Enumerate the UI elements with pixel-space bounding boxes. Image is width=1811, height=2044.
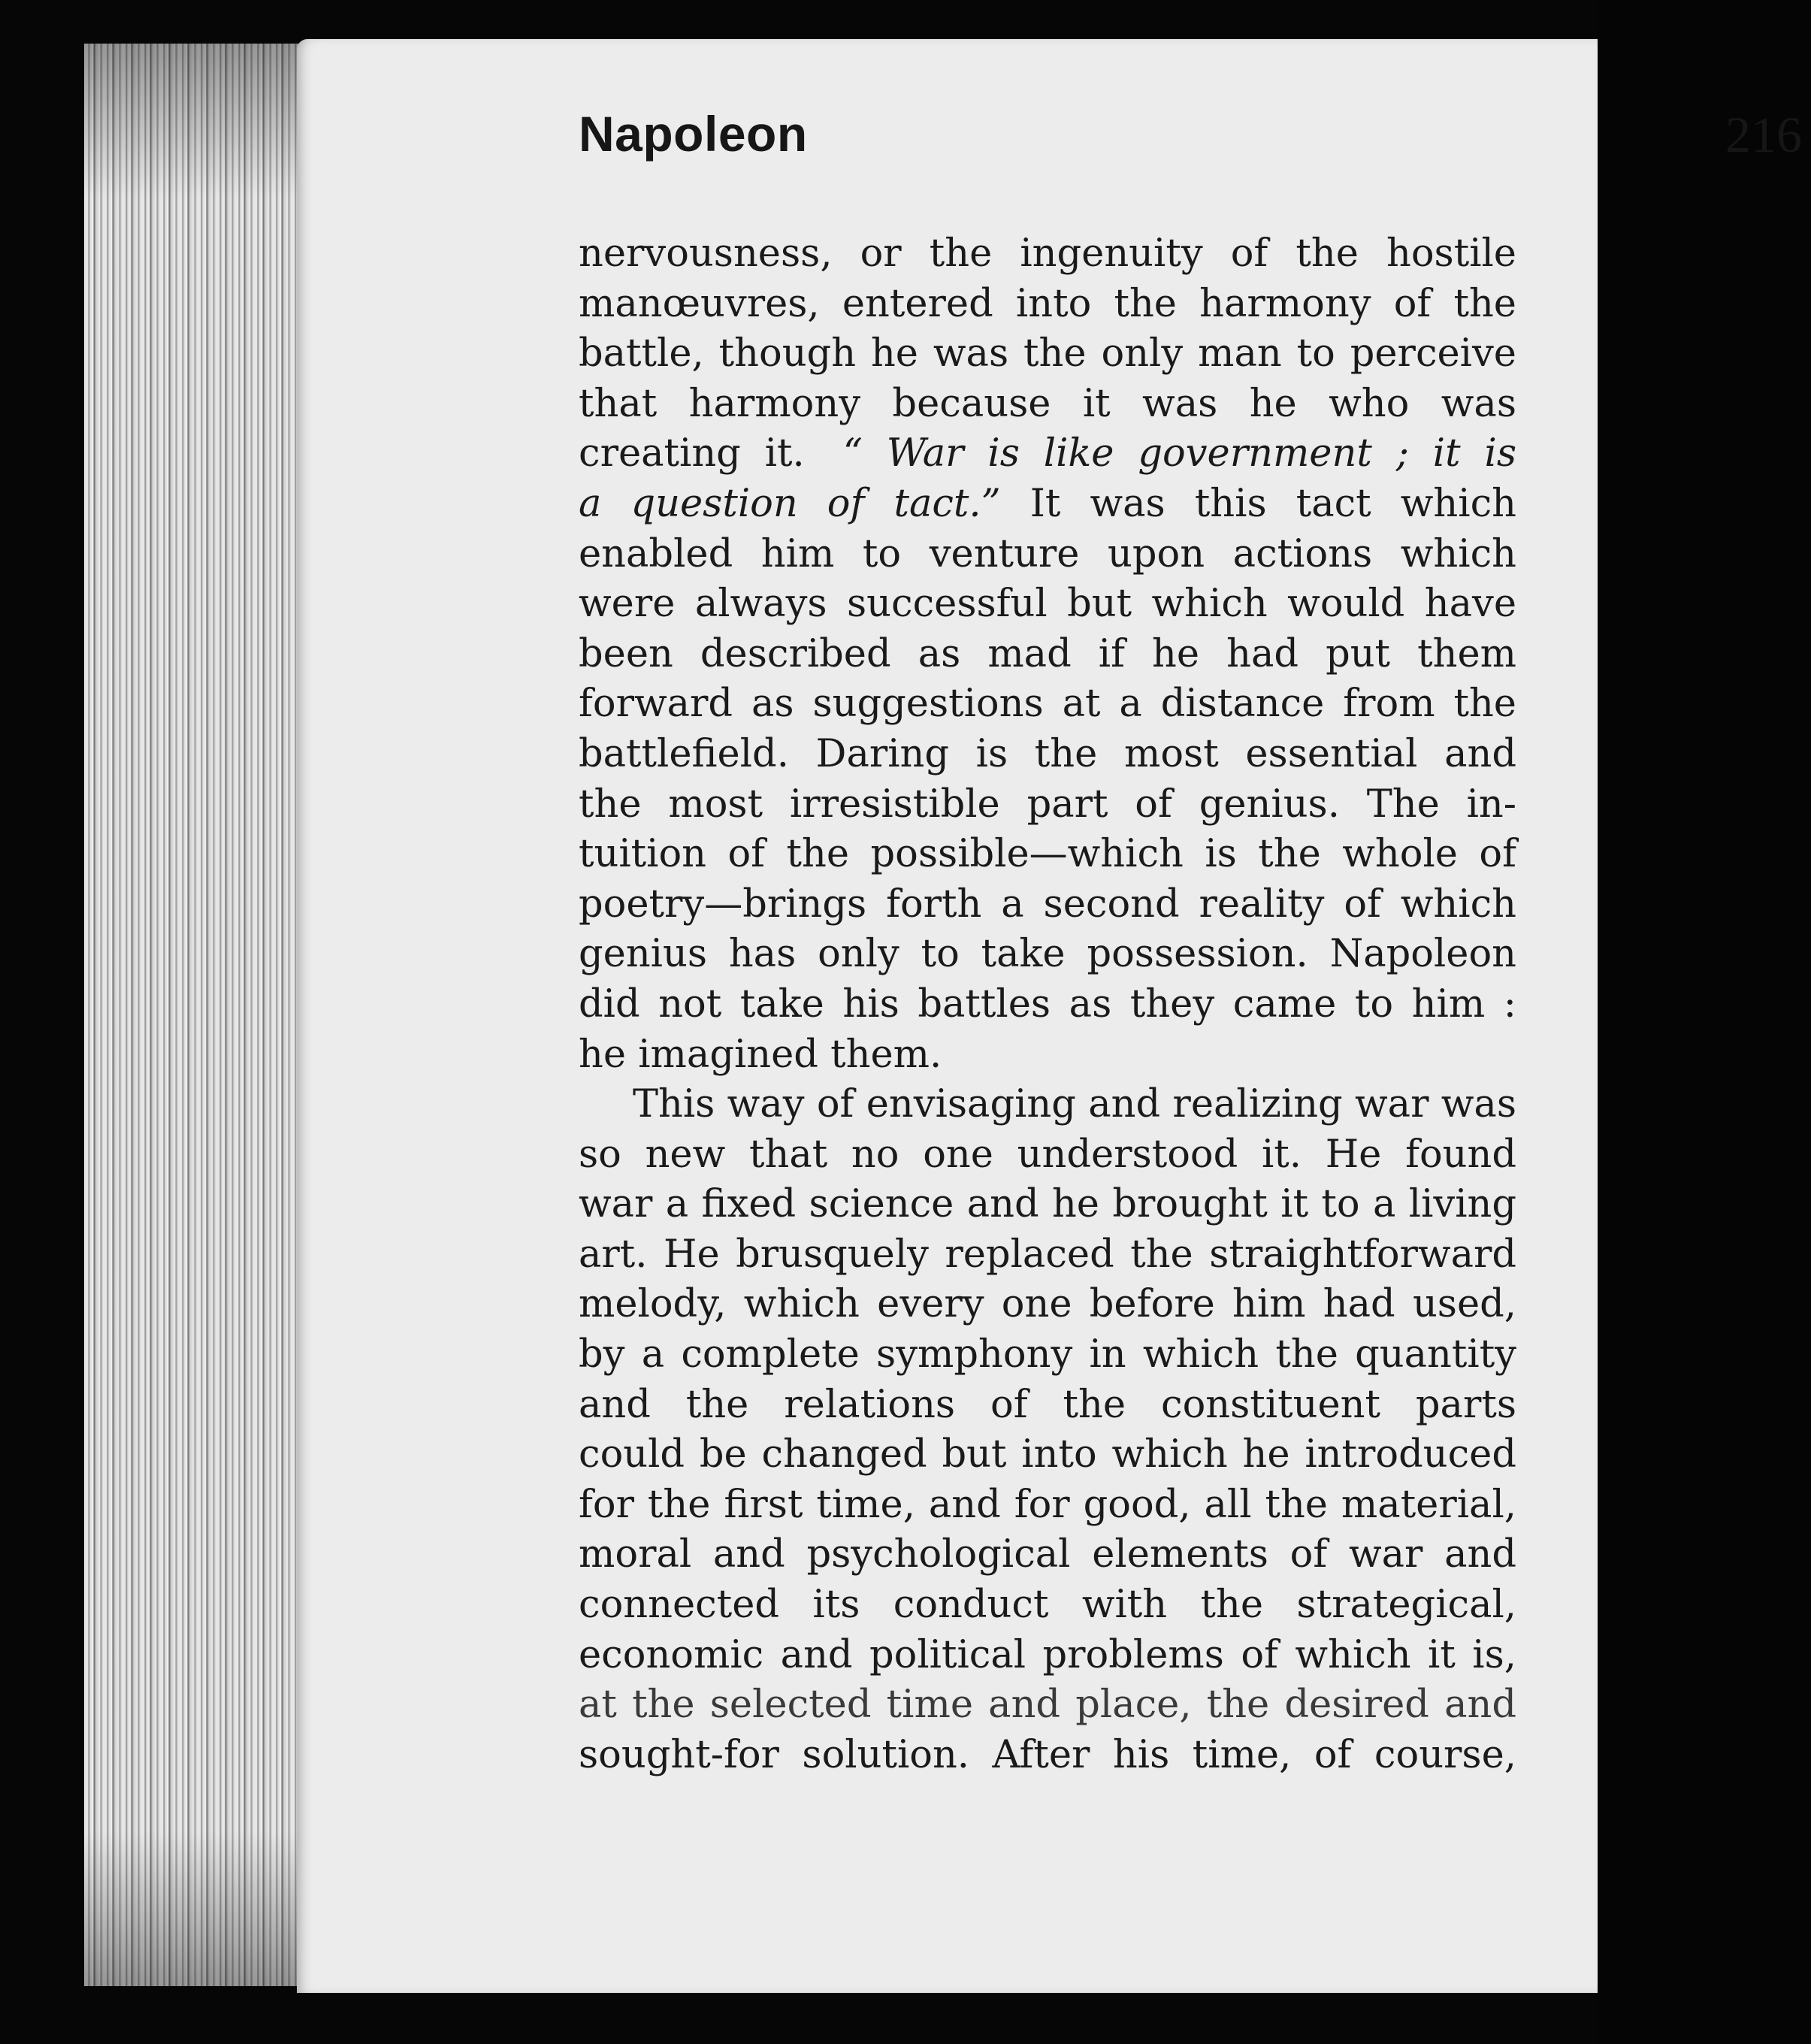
text-line: were always successful but which would have: [579, 582, 1516, 627]
text-line: economic and political problems of which it is,: [579, 1632, 1516, 1677]
text-line: genius has only to take possession. Napoleon: [579, 932, 1516, 977]
page-number: 216: [1725, 106, 1802, 163]
text-line: manœuvres, entered into the harmony of the: [579, 281, 1516, 326]
text-line: This way of envisaging and realizing war was: [633, 1082, 1516, 1127]
text-line: poetry—brings forth a second reality of which: [579, 881, 1516, 927]
text-run: creating it.: [579, 431, 805, 476]
page-edges-stack: [84, 44, 310, 1986]
quote-run: “ War is like government ; it is: [842, 431, 1516, 476]
text-line: tuition of the possible—which is the whole of: [579, 832, 1516, 877]
text-line: by a complete symphony in which the quantity: [579, 1332, 1516, 1377]
text-line-mixed: [579, 479, 1516, 530]
text-line: melody, which every one before him had used,: [579, 1282, 1516, 1327]
text-line: moral and psychological elements of war and: [579, 1532, 1516, 1577]
text-line: that harmony because it was he who was: [579, 381, 1516, 426]
paragraph-2: [579, 1080, 1516, 1780]
quote-run: a question of tact.”: [579, 481, 1001, 526]
text-line: did not take his battles as they came to him :: [579, 981, 1516, 1027]
text-line: sought-for solution. After his time, of course,: [579, 1732, 1516, 1777]
text-line: war a fixed science and he brought it to a living: [579, 1182, 1516, 1227]
text-line-mixed: [579, 429, 1516, 479]
text-line: enabled him to venture upon actions which: [579, 531, 1516, 576]
text-line: and the relations of the constituent parts: [579, 1382, 1516, 1427]
text-line: battle, though he was the only man to perceive: [579, 331, 1516, 376]
text-line: been described as mad if he had put them: [579, 631, 1516, 676]
page-header: [579, 105, 1811, 188]
text-line: art. He brusquely replaced the straightforward: [579, 1232, 1516, 1277]
text-line: battlefield. Daring is the most essential and: [579, 731, 1516, 776]
text-run: It was this tact which: [1000, 481, 1516, 526]
paragraph-1: [579, 229, 1516, 1080]
body-text: [579, 229, 1516, 1780]
running-title: Napoleon: [579, 106, 808, 162]
text-line: he imagined them.: [579, 1032, 942, 1077]
text-line: forward as suggestions at a distance from the: [579, 682, 1516, 727]
text-line: connected its conduct with the strategical,: [579, 1583, 1516, 1628]
text-line: at the selected time and place, the desired and: [579, 1683, 1516, 1728]
text-line: the most irresistible part of genius. The in-: [579, 782, 1516, 827]
text-line: for the first time, and for good, all the material,: [579, 1482, 1516, 1527]
text-line: nervousness, or the ingenuity of the hostile: [579, 231, 1516, 276]
text-line: so new that no one understood it. He found: [579, 1132, 1516, 1177]
text-line: could be changed but into which he introduced: [579, 1432, 1516, 1477]
